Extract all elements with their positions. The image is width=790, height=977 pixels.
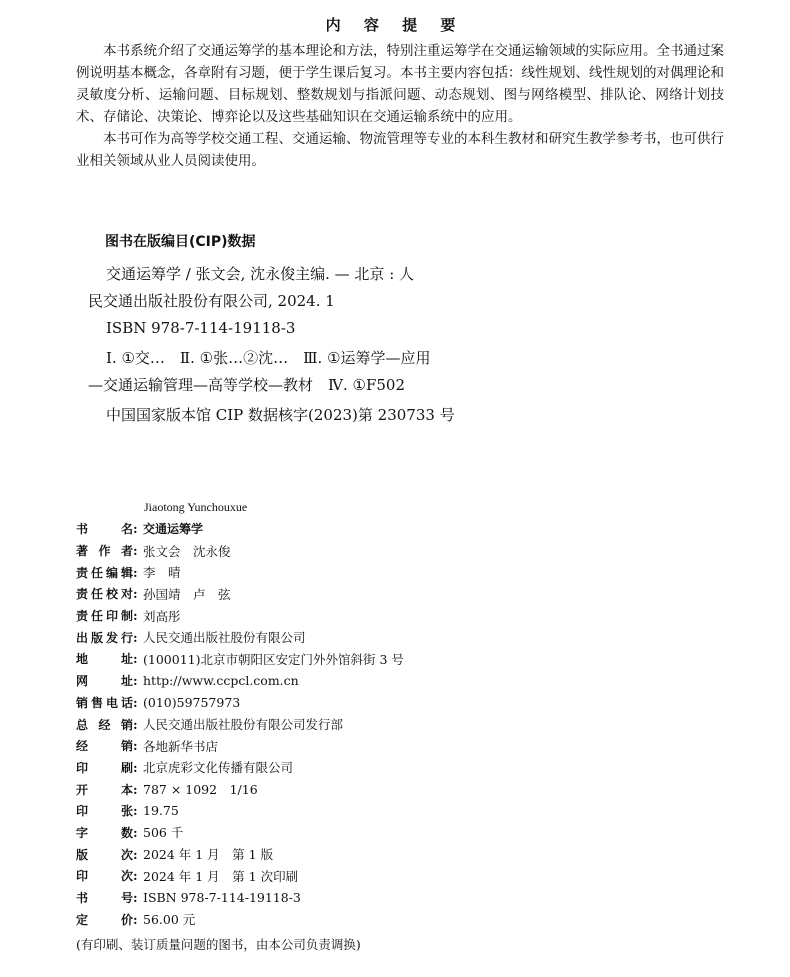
cip-line: 中国国家版本馆 CIP 数据核字(2023)第 230733 号: [106, 406, 455, 424]
colophon-row-print-supervisor: 责任印制 : 刘高彤: [76, 608, 181, 624]
cip-line: 交通运筹学 / 张文会, 沈永俊主编. — 北京 : 人: [106, 265, 415, 283]
colophon-value: 孙国靖 卢 弦: [143, 586, 231, 602]
colophon-row-printer: 印刷 : 北京虎彩文化传播有限公司: [76, 759, 294, 776]
colophon-value: 56.00 元: [143, 912, 196, 928]
colophon-row-distributor: 总经销 : 人民交通出版社股份有限公司发行部: [76, 716, 344, 733]
colophon-key: 责任印制: [76, 609, 133, 624]
colophon-value: 刘高彤: [143, 608, 181, 624]
colophon-key: 书名: [76, 522, 133, 537]
colophon-value: 人民交通出版社股份有限公司发行部: [143, 717, 344, 733]
cip-line: —交通运输管理—高等学校—教材 Ⅳ. ①F502: [88, 376, 406, 394]
colophon-value: (100011)北京市朝阳区安定门外外馆斜街 3 号: [143, 651, 404, 667]
quality-note: (有印刷、装订质量问题的图书，由本公司负责调换): [76, 937, 361, 952]
colophon-row-proofreader: 责任校对 : 孙国靖 卢 弦: [76, 586, 231, 602]
colophon-table: [76, 518, 404, 930]
colophon-key: 书号: [76, 891, 133, 906]
colophon-value: 787 × 1092 1/16: [143, 782, 258, 798]
colophon-row-author: 著作者 : 张文会 沈永俊: [76, 543, 231, 559]
summary-paragraph: 本书可作为高等学校交通工程、交通运输、物流管理等专业的本科生教材和研究生教学参考书，也可供行业相关领域从业人员阅读使用。: [76, 131, 724, 169]
cip-block: [88, 261, 468, 429]
colophon-key: 网址: [76, 674, 133, 689]
colophon-key: 印张: [76, 804, 133, 819]
colophon-key: 著作者: [76, 544, 133, 559]
cip-heading: 图书在版编目(CIP)数据: [105, 234, 256, 250]
colophon-key: 开本: [76, 782, 133, 797]
colophon-row-sheets: 印张 : 19.75: [76, 803, 179, 819]
cip-line: Ⅰ. ①交… Ⅱ. ①张…②沈… Ⅲ. ①运筹学—应用: [106, 349, 431, 367]
colophon-key: 版次: [76, 847, 133, 862]
colophon-value: 506 千: [143, 825, 184, 841]
cip-line: 民交通出版社股份有限公司, 2024. 1: [88, 292, 335, 310]
colophon-value: 各地新华书店: [143, 738, 219, 754]
colophon-value: 2024 年 1 月 第 1 版: [143, 847, 274, 863]
colophon-row-publisher: 出版发行 : 人民交通出版社股份有限公司: [76, 629, 306, 646]
colophon-key: 出版发行: [76, 630, 133, 645]
cip-line: ISBN 978-7-114-19118-3: [106, 319, 296, 337]
colophon-value: 交通运筹学: [143, 522, 204, 537]
colophon-row-isbn: 书号 : ISBN 978-7-114-19118-3: [76, 890, 301, 906]
colophon-key: 地址: [76, 652, 133, 667]
colophon-value: 张文会 沈永俊: [143, 543, 231, 559]
colophon-row-format: 开本 : 787 × 1092 1/16: [76, 781, 258, 798]
colophon-row-address: 地址 : (100011)北京市朝阳区安定门外外馆斜街 3 号: [76, 651, 404, 667]
colophon-key: 总经销: [76, 717, 133, 732]
colophon-value: http://www.ccpcl.com.cn: [143, 673, 299, 689]
colophon-row-wordcount: 字数 : 506 千: [76, 824, 184, 841]
colophon-key: 销售电话: [76, 695, 133, 710]
colophon-value: 2024 年 1 月 第 1 次印刷: [143, 868, 299, 884]
colophon-value: 北京虎彩文化传播有限公司: [143, 760, 294, 776]
colophon-row-seller: 经销 : 各地新华书店: [76, 738, 219, 754]
summary-section: [76, 40, 724, 172]
colophon-key: 字数: [76, 825, 133, 840]
colophon-row-phone: 销售电话 : (010)59757973: [76, 694, 241, 710]
colophon-row-website: 网址 : http://www.ccpcl.com.cn: [76, 673, 299, 689]
colophon-key: 定价: [76, 912, 133, 927]
colophon-key: 责任编辑: [76, 565, 133, 580]
colophon-value: (010)59757973: [143, 694, 241, 710]
colophon-value: ISBN 978-7-114-19118-3: [143, 890, 301, 906]
colophon-value: 19.75: [143, 803, 179, 819]
colophon-value: 人民交通出版社股份有限公司: [143, 630, 306, 646]
colophon-row-edition: 版次 : 2024 年 1 月 第 1 版: [76, 846, 274, 863]
summary-paragraph: 本书系统介绍了交通运筹学的基本理论和方法，特别注重运筹学在交通运输领域的实际应用。全书通过案例说明基本概念，各章附有习题，便于学生课后复习。本书主要内容包括：线性规划、线性规划的对偶理论和灵敏度分析、运输问题、目标规划、整数规划与指派问题、动态规划、图与网络模型、排队论、网络计划技术、存储论、决策论、博弈论以及这些基础知识在交通运输系统中的应用。: [76, 43, 724, 125]
summary-title: 内 容 提 要: [325, 16, 465, 34]
colophon-key: 经销: [76, 739, 133, 754]
colophon-row-price: 定价 : 56.00 元: [76, 911, 196, 928]
colophon-row-editor: 责任编辑 : 李 晴: [76, 564, 181, 581]
colophon-row-printing: 印次 : 2024 年 1 月 第 1 次印刷: [76, 868, 299, 884]
pinyin-title: Jiaotong Yunchouxue: [144, 500, 248, 514]
colophon-row-title: 书名 : 交通运筹学: [76, 521, 204, 537]
colophon-key: 印刷: [76, 760, 133, 775]
colophon-key: 责任校对: [76, 587, 133, 602]
colophon-value: 李 晴: [143, 565, 181, 581]
colophon-key: 印次: [76, 869, 133, 884]
